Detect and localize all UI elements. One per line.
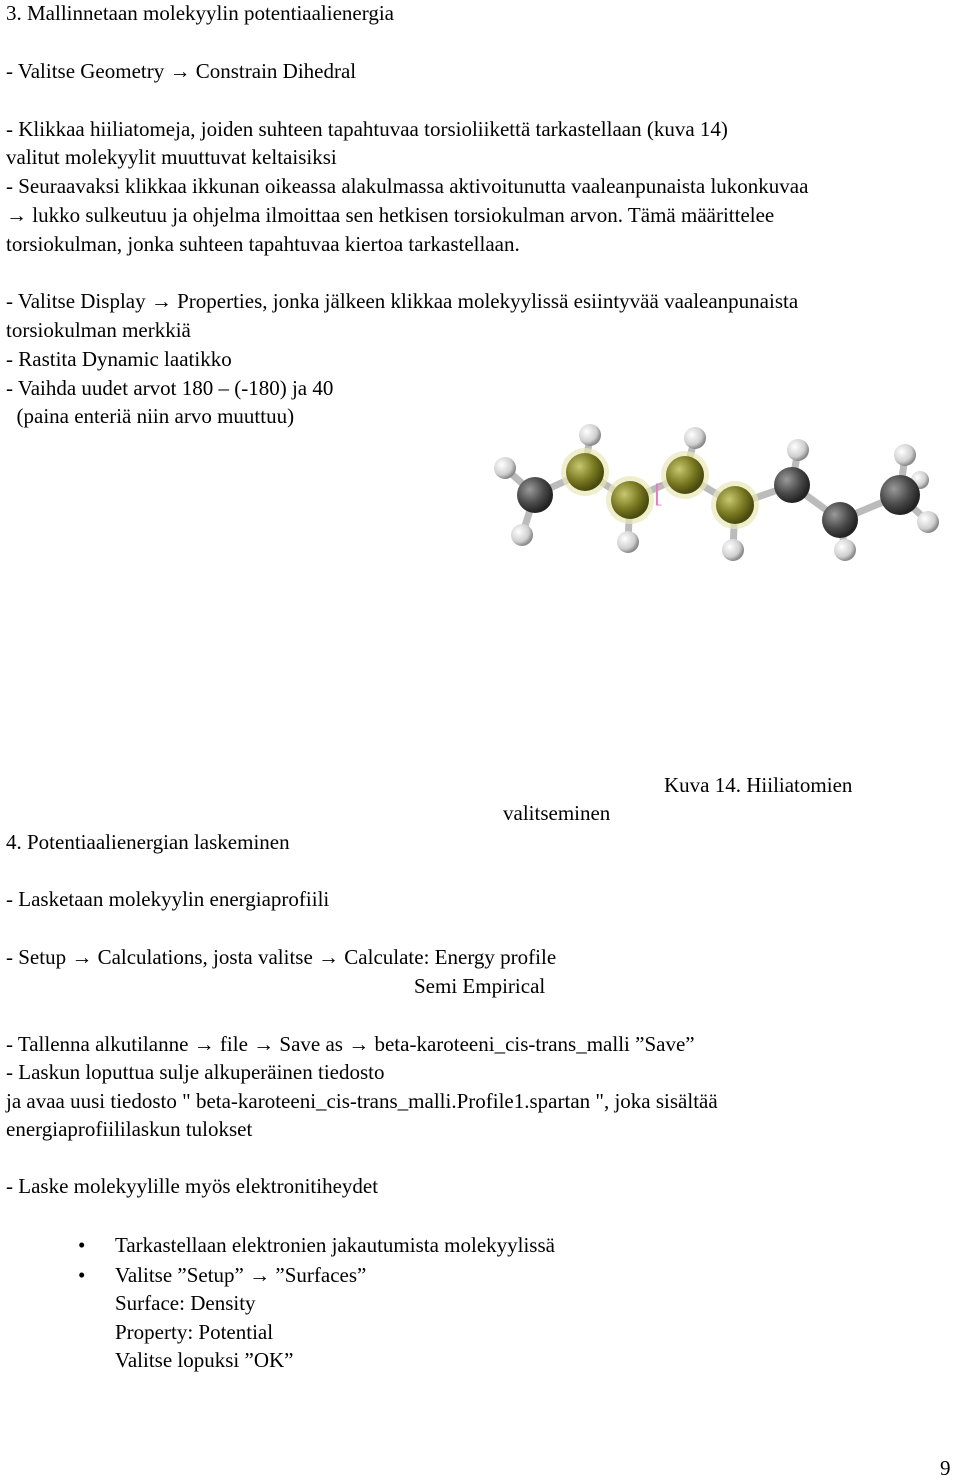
step-lock-line3: torsiokulman, jonka suhteen tapahtuvaa kiertoa tarkastellaan. xyxy=(6,232,520,256)
energy-profile-step: - Lasketaan molekyylin energiaprofiili xyxy=(6,887,330,911)
arrow-icon: → xyxy=(249,1263,271,1287)
section-3-heading: 3. Mallinnetaan molekyylin potentiaalienergia xyxy=(6,1,394,25)
step-values: - Vaihda uudet arvot 180 – (-180) ja 40 xyxy=(6,376,334,400)
step-click-atoms-line2: valitut molekyylit muuttuvat keltaisiksi xyxy=(6,145,337,169)
bullet-item-1: Tarkastellaan elektronien jakautumista molekyylissä xyxy=(115,1233,555,1257)
step-display: - Valitse Display → Properties, jonka jälkeen klikkaa molekyylissä esiintyvää vaaleanpunaista xyxy=(6,289,799,313)
step-lock-line2: → lukko sulkeutuu ja ohjelma ilmoittaa sen hetkisen torsiokulman arvon. Tämä määrittelee xyxy=(6,203,775,227)
setup-calculations-step: - Setup → Calculations, josta valitse → Calculate: Energy profile xyxy=(6,945,557,969)
surface-density: Surface: Density xyxy=(115,1291,256,1315)
bullet-icon: • xyxy=(78,1233,86,1257)
arrow-icon: → xyxy=(253,1032,275,1056)
arrow-icon: → xyxy=(169,59,191,83)
step-dynamic: - Rastita Dynamic laatikko xyxy=(6,347,232,371)
select-ok: Valitse lopuksi ”OK” xyxy=(115,1348,294,1372)
arrow-icon: → xyxy=(71,945,93,969)
arrow-icon: → xyxy=(318,945,340,969)
arrow-icon: → xyxy=(150,289,172,313)
property-potential: Property: Potential xyxy=(115,1320,274,1344)
bullet-icon: • xyxy=(78,1263,86,1287)
step-click-atoms-line1: - Klikkaa hiiliatomeja, joiden suhteen tapahtuvaa torsioliikettä tarkastellaan (kuva 14) xyxy=(6,117,728,141)
arrow-icon: → xyxy=(6,203,27,227)
molecule-figure xyxy=(480,410,950,600)
torsion-marker: [ xyxy=(654,479,663,508)
arrow-icon: → xyxy=(348,1032,370,1056)
close-file-step: - Laskun loputtua sulje alkuperäinen tiedosto xyxy=(6,1060,385,1084)
save-step: - Tallenna alkutilanne → file → Save as → beta-karoteeni_cis-trans_malli ”Save” xyxy=(6,1032,695,1056)
open-file-step: ja avaa uusi tiedosto " beta-karoteeni_cis-trans_malli.Profile1.spartan ", joka sisältää xyxy=(6,1089,718,1113)
figure-caption-line2: valitseminen xyxy=(503,801,611,825)
arrow-icon: → xyxy=(193,1032,215,1056)
semi-empirical: Semi Empirical xyxy=(414,974,546,998)
open-file-step-line2: energiaprofiililaskun tulokset xyxy=(6,1117,253,1141)
section-4-heading: 4. Potentiaalienergian laskeminen xyxy=(6,830,290,854)
step-values-line2: (paina enteriä niin arvo muuttuu) xyxy=(6,404,295,428)
step-geometry: - Valitse Geometry → Constrain Dihedral xyxy=(6,59,357,83)
step-lock-line1: - Seuraavaksi klikkaa ikkunan oikeassa alakulmassa aktivoitunutta vaaleanpunaista lukonkuvaa xyxy=(6,174,809,198)
page-number: 9 xyxy=(940,1456,951,1480)
figure-caption-line1: Kuva 14. Hiiliatomien xyxy=(664,773,853,797)
electron-density-step: - Laske molekyylille myös elektronitiheydet xyxy=(6,1174,379,1198)
bullet-item-2: Valitse ”Setup” → ”Surfaces” xyxy=(115,1263,367,1287)
step-display-line2: torsiokulman merkkiä xyxy=(6,318,191,342)
